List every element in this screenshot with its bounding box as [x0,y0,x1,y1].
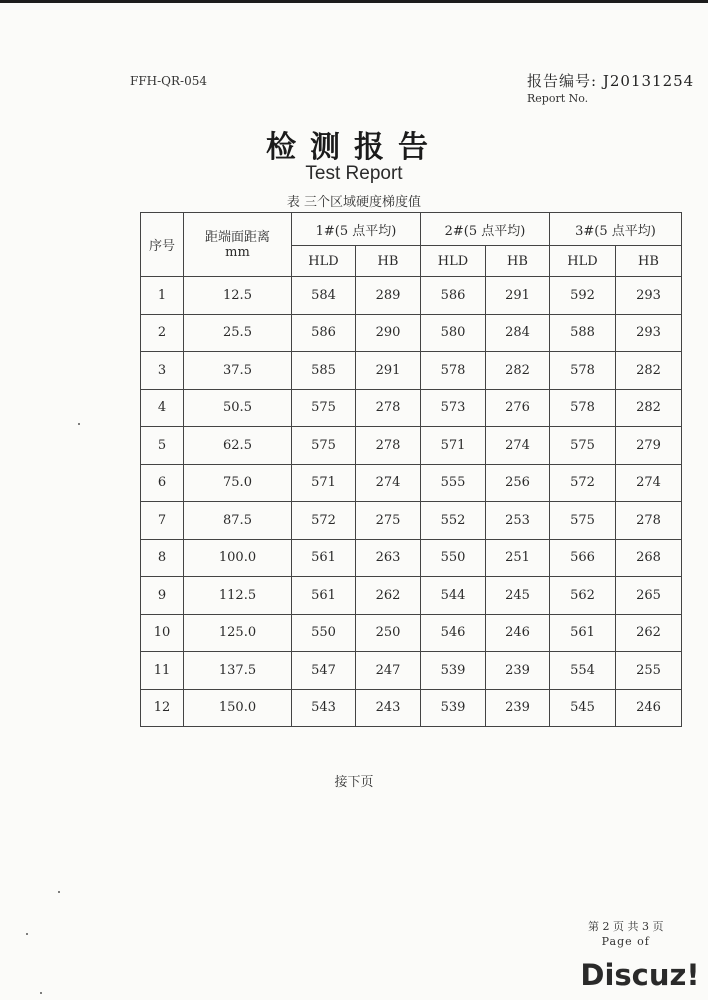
cell-seq: 9 [141,577,184,615]
table-row [141,652,682,690]
cell-distance: 150.0 [184,689,292,727]
cell-distance: 125.0 [184,614,292,652]
form-code: FFH-QR-054 [130,74,208,88]
cell-distance: 137.5 [184,652,292,690]
cell-1-hb: 275 [356,502,421,540]
cell-seq: 2 [141,314,184,352]
cell-1-hld: 571 [292,464,356,502]
cell-1-hb: 278 [356,389,421,427]
cell-3-hld: 575 [550,502,616,540]
cell-3-hb: 293 [616,277,682,315]
cell-2-hb: 276 [486,389,550,427]
header-group-1: 1#(5 点平均) [292,213,421,246]
hardness-table [140,212,682,727]
table-header-row [141,213,682,246]
cell-2-hld: 552 [421,502,486,540]
cell-3-hb: 293 [616,314,682,352]
report-title-en: Test Report [305,163,403,184]
table-row [141,577,682,615]
cell-2-hld: 573 [421,389,486,427]
cell-distance: 75.0 [184,464,292,502]
table-row [141,689,682,727]
cell-distance: 50.5 [184,389,292,427]
cell-1-hld: 585 [292,352,356,390]
header-distance-unit: mm [225,244,250,260]
cell-2-hb: 239 [486,652,550,690]
cell-1-hld: 586 [292,314,356,352]
cell-2-hld: 539 [421,689,486,727]
cell-1-hb: 250 [356,614,421,652]
cell-seq: 6 [141,464,184,502]
cell-distance: 62.5 [184,427,292,465]
cell-1-hb: 274 [356,464,421,502]
subheader-hb: HB [486,246,550,277]
cell-3-hb: 279 [616,427,682,465]
cell-1-hb: 243 [356,689,421,727]
scan-speck [40,992,42,994]
scan-top-edge [0,0,708,3]
report-number-line [527,70,694,91]
cell-seq: 8 [141,539,184,577]
cell-2-hb: 256 [486,464,550,502]
cell-3-hb: 255 [616,652,682,690]
cell-1-hb: 263 [356,539,421,577]
header-group-3: 3#(5 点平均) [550,213,682,246]
cell-2-hld: 571 [421,427,486,465]
cell-3-hb: 278 [616,502,682,540]
cell-3-hld: 575 [550,427,616,465]
scan-speck [78,423,80,425]
cell-2-hld: 586 [421,277,486,315]
cell-3-hld: 545 [550,689,616,727]
table-row [141,502,682,540]
cell-3-hld: 588 [550,314,616,352]
continued-note: 接下页 [334,775,374,790]
report-number-label-en: Report No. [527,92,589,105]
table-row [141,352,682,390]
cell-2-hld: 555 [421,464,486,502]
table-row [141,389,682,427]
report-number-block [527,70,694,105]
cell-3-hld: 566 [550,539,616,577]
cell-2-hld: 550 [421,539,486,577]
cell-2-hb: 246 [486,614,550,652]
scan-speck [26,933,28,935]
cell-distance: 112.5 [184,577,292,615]
cell-1-hb: 291 [356,352,421,390]
header-group-2: 2#(5 点平均) [421,213,550,246]
cell-3-hb: 262 [616,614,682,652]
cell-seq: 4 [141,389,184,427]
cell-3-hld: 578 [550,389,616,427]
cell-3-hld: 578 [550,352,616,390]
cell-1-hld: 572 [292,502,356,540]
header-seq: 序号 [141,213,184,277]
cell-1-hld: 547 [292,652,356,690]
cell-2-hld: 539 [421,652,486,690]
table-row [141,614,682,652]
scan-speck [58,891,60,893]
cell-2-hld: 544 [421,577,486,615]
cell-3-hb: 265 [616,577,682,615]
cell-3-hld: 561 [550,614,616,652]
subheader-hld: HLD [550,246,616,277]
cell-2-hb: 253 [486,502,550,540]
cell-3-hld: 554 [550,652,616,690]
subheader-hld: HLD [292,246,356,277]
cell-1-hb: 278 [356,427,421,465]
cell-1-hb: 247 [356,652,421,690]
cell-3-hb: 274 [616,464,682,502]
cell-2-hb: 274 [486,427,550,465]
cell-distance: 37.5 [184,352,292,390]
cell-2-hb: 282 [486,352,550,390]
table-row [141,427,682,465]
cell-3-hb: 282 [616,352,682,390]
cell-2-hb: 291 [486,277,550,315]
page-number-en: Page of [601,935,650,948]
cell-distance: 87.5 [184,502,292,540]
table-row [141,464,682,502]
cell-2-hb: 239 [486,689,550,727]
cell-1-hld: 550 [292,614,356,652]
cell-seq: 11 [141,652,184,690]
cell-distance: 25.5 [184,314,292,352]
cell-1-hb: 290 [356,314,421,352]
cell-distance: 100.0 [184,539,292,577]
cell-seq: 10 [141,614,184,652]
cell-distance: 12.5 [184,277,292,315]
cell-3-hld: 562 [550,577,616,615]
report-title-zh: 检测报告 [266,130,442,165]
cell-3-hld: 572 [550,464,616,502]
table-row [141,539,682,577]
cell-1-hb: 289 [356,277,421,315]
cell-1-hld: 561 [292,539,356,577]
subheader-hb: HB [616,246,682,277]
cell-1-hld: 543 [292,689,356,727]
cell-2-hb: 251 [486,539,550,577]
cell-1-hld: 584 [292,277,356,315]
cell-seq: 5 [141,427,184,465]
cell-1-hld: 575 [292,389,356,427]
forum-watermark: Discuz! [580,958,700,992]
table-row [141,277,682,315]
cell-2-hld: 546 [421,614,486,652]
page-footer [588,918,663,948]
cell-3-hld: 592 [550,277,616,315]
cell-2-hb: 284 [486,314,550,352]
report-number-value: J20131254 [602,72,695,90]
cell-1-hld: 575 [292,427,356,465]
page-number-zh: 第 2 页 共 3 页 [588,920,664,933]
cell-2-hld: 578 [421,352,486,390]
cell-1-hld: 561 [292,577,356,615]
cell-seq: 1 [141,277,184,315]
cell-3-hb: 282 [616,389,682,427]
table-row [141,314,682,352]
subheader-hb: HB [356,246,421,277]
cell-seq: 3 [141,352,184,390]
header-distance [184,213,292,277]
cell-1-hb: 262 [356,577,421,615]
cell-2-hld: 580 [421,314,486,352]
cell-seq: 12 [141,689,184,727]
cell-3-hb: 268 [616,539,682,577]
report-number-label: 报告编号: [527,72,598,90]
cell-seq: 7 [141,502,184,540]
header-distance-label: 距端面距离 [204,229,270,245]
cell-3-hb: 246 [616,689,682,727]
subheader-hld: HLD [421,246,486,277]
cell-2-hb: 245 [486,577,550,615]
table-caption: 表 三个区域硬度梯度值 [286,195,422,210]
